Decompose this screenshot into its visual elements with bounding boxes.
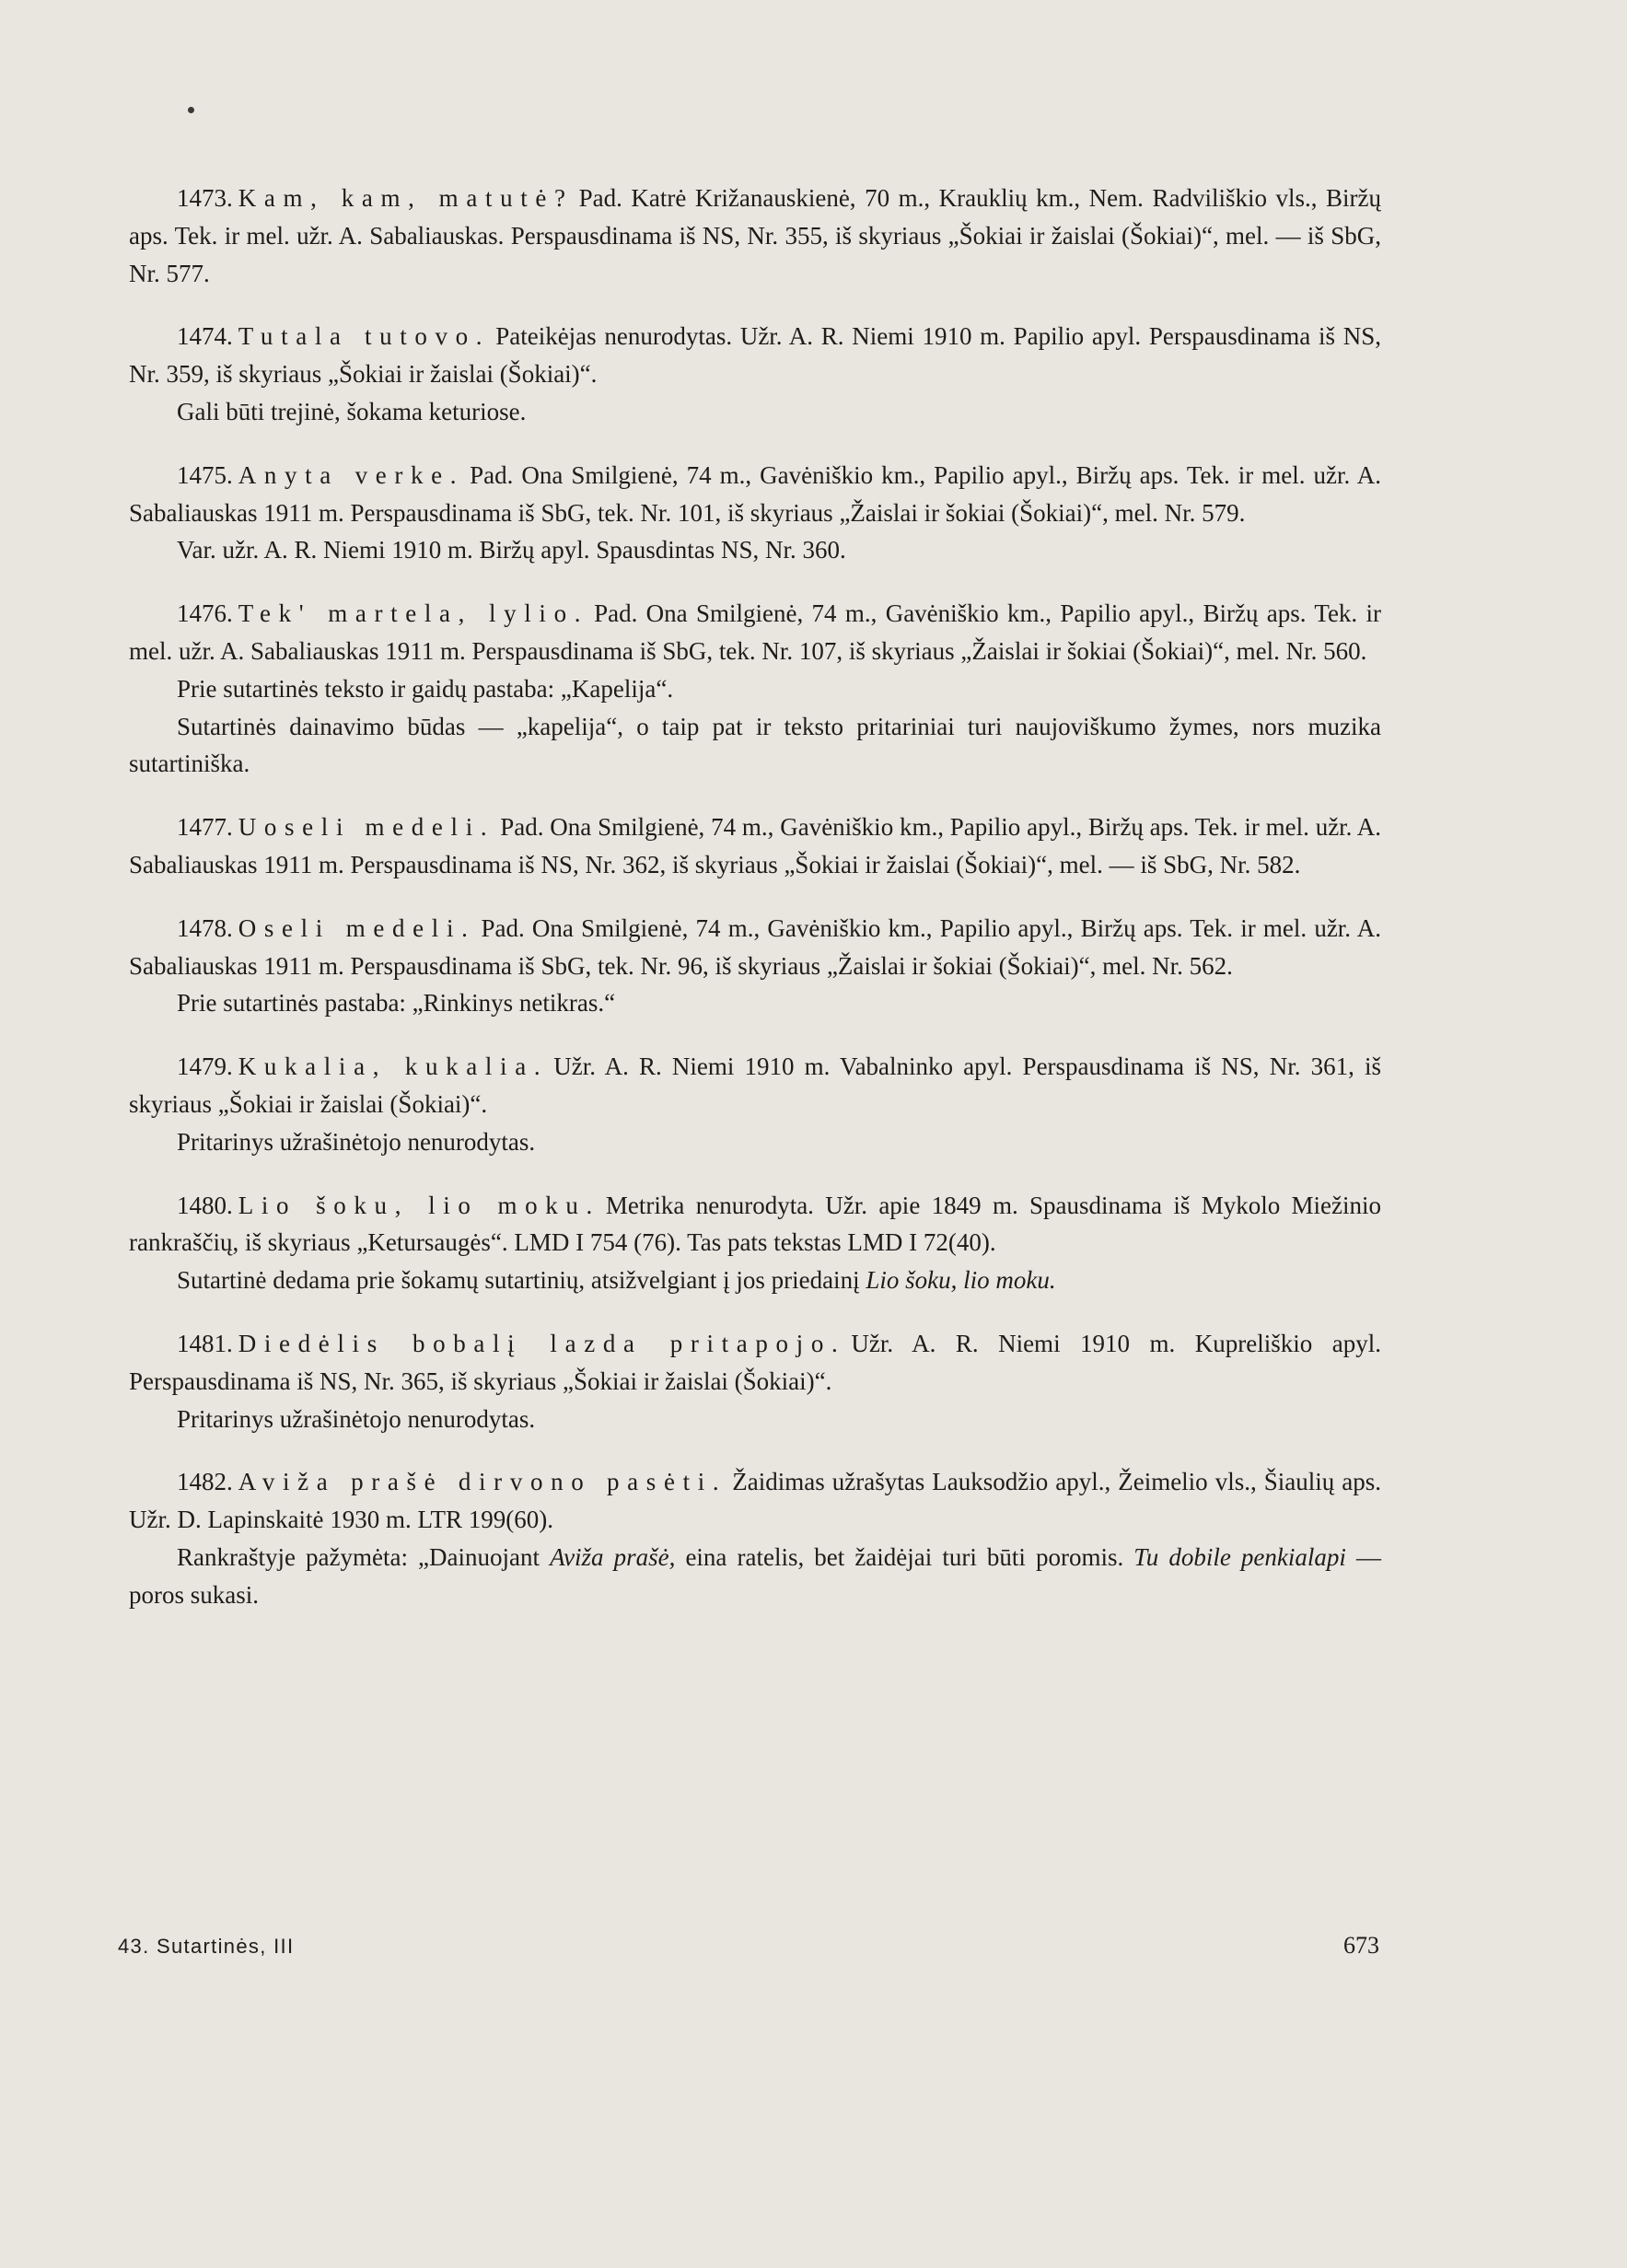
entry-text: Pad. Ona Smilgienė, 74 m., Gavėniškio km., Papilio apyl., Biržų aps. Tek. ir mel. užr. A. Sabaliauskas 1911 m. Perspausdinama iš SbG, tek. Nr. 96, iš skyriaus „Žaislai ir šokiai (Šokiai)“, mel. Nr. 562.: [129, 913, 1381, 980]
entry-note: Sutartinės dainavimo būdas — „kapelija“, o taip pat ir teksto pritariniai turi naujoviškumo žymes, nors muzika sutartiniška.: [129, 712, 1381, 778]
entry-note: [129, 1539, 1381, 1614]
entry-note: Prie sutartinės pastaba: „Rinkinys netikras.“: [177, 989, 616, 1018]
entry-1477: [129, 808, 1381, 884]
entry-title: Lio šoku, lio moku.: [238, 1191, 600, 1219]
signature-mark: 43. Sutartinės, III: [118, 1935, 295, 1958]
entry-text: Pad. Ona Smilgienė, 74 m., Gavėniškio km., Papilio apyl., Biržų aps. Tek. ir mel. užr. A. Sabaliauskas 1911 m. Perspausdinama iš NS, Nr. 362, iš skyriaus „Šokiai ir žaislai (Šokiai)“, mel. — iš SbG, Nr. 582.: [129, 813, 1381, 878]
entry-number: 1477.: [177, 813, 233, 842]
entry-number: 1476.: [177, 599, 233, 628]
entry-paragraph: [129, 457, 1381, 532]
entry-note: Var. užr. A. R. Niemi 1910 m. Biržų apyl. Spausdintas NS, Nr. 360.: [177, 536, 846, 564]
entry-note: Gali būti trejinė, šokama keturiose.: [177, 397, 527, 425]
entry-paragraph: [129, 1187, 1381, 1262]
entry-number: 1474.: [177, 322, 233, 351]
entry-text: Pateikėjas nenurodytas. Užr. A. R. Niemi 1910 m. Papilio apyl. Perspausdinama iš NS, Nr. 359, iš skyriaus „Šokiai ir žaislai (Šokiai)“.: [129, 322, 1381, 389]
entry-paragraph: [129, 180, 1381, 292]
entry-title: Aviža prašė dirvono pasėti.: [238, 1468, 727, 1496]
entry-text: Pad. Ona Smilgienė, 74 m., Gavėniškio km., Papilio apyl., Biržų aps. Tek. ir mel. užr. A. Sabaliauskas 1911 m. Perspausdinama iš SbG, tek. Nr. 107, iš skyriaus „Žaislai ir šokiai (Šokiai)“, mel. Nr. 560.: [129, 599, 1381, 665]
entry-note: Pritarinys užrašinėtojo nenurodytas.: [177, 1127, 536, 1156]
entry-title: Oseli medeli.: [238, 913, 476, 942]
entry-number: 1478.: [177, 913, 233, 942]
entry-title: Tek' martela, lylio.: [238, 599, 589, 628]
entry-note: Pritarinys užrašinėtojo nenurodytas.: [177, 1404, 536, 1433]
entry-title: Diedėlis bobalį lazda pritapojo.: [238, 1329, 846, 1357]
entry-note: Prie sutartinės teksto ir gaidų pastaba: „Kapelija“.: [177, 674, 674, 703]
entry-1478: [129, 910, 1381, 1022]
note-text: Rankraštyje pažymėta: „Dainuojant: [177, 1542, 551, 1571]
entry-1482: [129, 1463, 1381, 1613]
entry-text: Užr. A. R. Niemi 1910 m. Vabalninko apyl. Perspausdinama iš NS, Nr. 361, iš skyriaus „Šokiai ir žaislai (Šokiai)“.: [129, 1053, 1381, 1118]
entry-text: Žaidimas užrašytas Lauksodžio apyl., Žeimelio vls., Šiaulių aps. Užr. D. Lapinskaitė 1930 m. LTR 199(60).: [129, 1468, 1381, 1534]
entry-paragraph: [129, 1325, 1381, 1401]
entry-title: Tutala tutovo.: [238, 322, 491, 351]
entry-paragraph: [129, 1463, 1381, 1539]
entry-1480: [129, 1187, 1381, 1299]
entry-1476: [129, 595, 1381, 783]
entry-text: Metrika nenurodyta. Užr. apie 1849 m. Spausdinama iš Mykolo Miežinio rankraščių, iš skyriaus „Ketursaugės“. LMD I 754 (76). Tas pats tekstas LMD I 72(40).: [129, 1191, 1382, 1257]
entry-number: 1480.: [177, 1191, 233, 1219]
main-text: [129, 180, 1381, 1640]
note-italic: Tu dobile penkialapi: [1133, 1542, 1346, 1571]
entry-paragraph: [129, 318, 1381, 393]
page-number: 673: [1343, 1932, 1379, 1959]
entry-paragraph: [129, 910, 1381, 985]
entry-number: 1479.: [177, 1053, 233, 1081]
entry-1474: [129, 318, 1381, 430]
entry-paragraph: [129, 595, 1381, 670]
entry-title: Kam, kam, matutė?: [238, 184, 574, 212]
entry-note: [129, 1262, 1381, 1299]
note-text: eina ratelis, bet žaidėjai turi būti poromis.: [675, 1542, 1134, 1571]
note-italic: Aviža prašė,: [550, 1542, 676, 1571]
entry-number: 1481.: [177, 1329, 233, 1357]
entry-text: Pad. Katrė Križanauskienė, 70 m., Krauklių km., Nem. Radviliškio vls., Biržų aps. Tek. ir mel. užr. A. Sabaliauskas. Perspausdinama iš NS, Nr. 355, iš skyriaus „Šokiai ir žaislai (Šokiai)“, mel. — iš SbG, Nr. 577.: [129, 184, 1382, 287]
note-italic: Lio šoku, lio moku.: [866, 1266, 1056, 1295]
note-text: Sutartinė dedama prie šokamų sutartinių, atsižvelgiant į jos priedainį: [177, 1266, 866, 1295]
entry-title: Uoseli medeli.: [238, 813, 495, 842]
entry-paragraph: [129, 808, 1381, 884]
entry-paragraph: [129, 1048, 1381, 1123]
print-speck: [188, 107, 194, 113]
entry-1473: [129, 180, 1381, 292]
entry-title: Kukalia, kukalia.: [238, 1053, 549, 1081]
note-text: — poros sukasi.: [129, 1542, 1381, 1609]
entry-1479: [129, 1048, 1381, 1160]
entry-1481: [129, 1325, 1381, 1437]
entry-title: Anyta verke.: [238, 460, 465, 489]
entry-number: 1475.: [177, 460, 233, 489]
entry-number: 1482.: [177, 1468, 233, 1496]
entry-1475: [129, 457, 1381, 569]
entry-number: 1473.: [177, 184, 233, 212]
entry-text: Pad. Ona Smilgienė, 74 m., Gavėniškio km., Papilio apyl., Biržų aps. Tek. ir mel. užr. A. Sabaliauskas 1911 m. Perspausdinama iš SbG, tek. Nr. 101, iš skyriaus „Žaislai ir šokiai (Šokiai)“, mel. Nr. 579.: [129, 460, 1382, 527]
entry-text: Užr. A. R. Niemi 1910 m. Kupreliškio apyl. Perspausdinama iš NS, Nr. 365, iš skyriaus „Šokiai ir žaislai (Šokiai)“.: [129, 1329, 1381, 1395]
page-footer: [118, 1932, 1379, 1960]
